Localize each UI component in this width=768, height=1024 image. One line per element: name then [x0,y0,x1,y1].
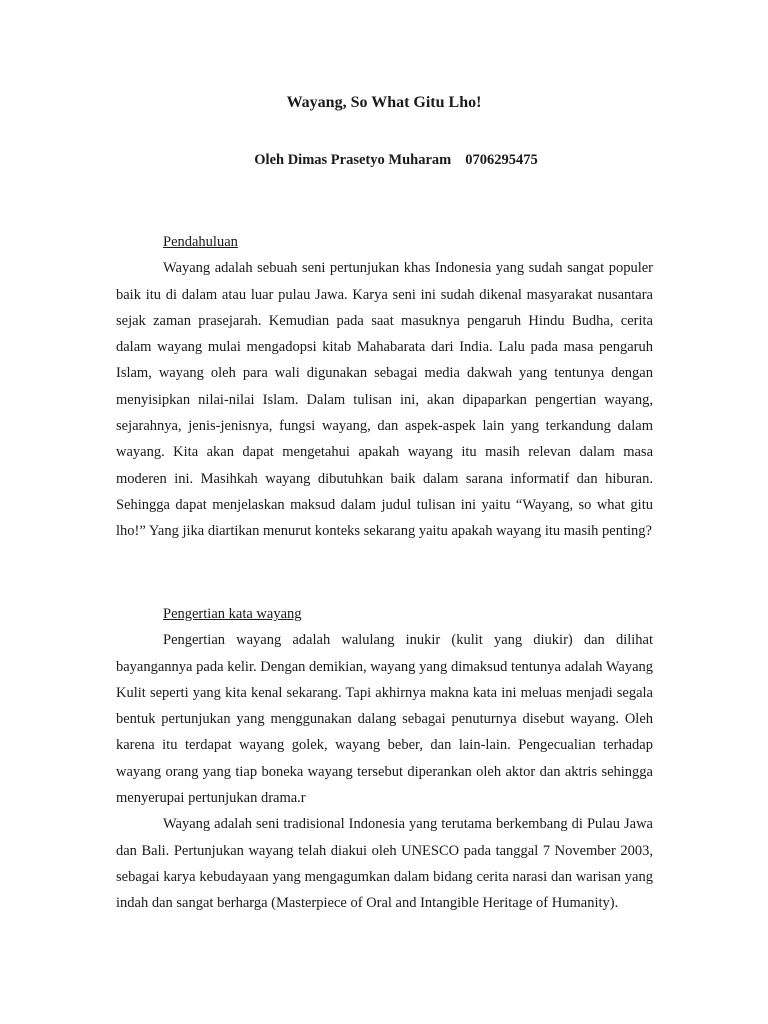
section-definition [116,601,653,917]
paragraph: Pengertian wayang adalah walulang inukir (kulit yang diukir) dan dilihat bayangannya pada kelir. Dengan demikian, wayang yang dimaksud tentunya adalah Wayang Kulit seperti yang kita kenal sekarang. Tapi akhirnya makna kata ini meluas menjadi segala bentuk pertunjukan yang menggunakan dalang sebagai penuturnya disebut wayang. Oleh karena itu terdapat wayang golek, wayang beber, dan lain-lain. Pengecualian terhadap wayang orang yang tiap boneka wayang tersebut diperankan oleh aktor dan aktris sehingga menyerupai pertunjukan drama.r [116,632,653,807]
author-student-id: 0706295475 [465,152,538,168]
author-byline [0,150,768,170]
document-title: Wayang, So What Gitu Lho! [286,94,482,111]
author-name: Oleh Dimas Prasetyo Muharam [254,152,452,168]
paragraph: Wayang adalah seni tradisional Indonesia yang terutama berkembang di Pulau Jawa dan Bali. Pertunjukan wayang telah diakui oleh UNESCO pada tanggal 7 November 2003, sebagai karya kebudayaan yang mengagumkan dalam bidang cerita narasi dan warisan yang indah dan sangat berharga (Masterpiece of Oral and Intangible Heritage of Humanity). [116,816,653,912]
section-introduction [116,229,653,545]
section-heading: Pendahuluan [163,234,238,250]
paragraph: Wayang adalah sebuah seni pertunjukan khas Indonesia yang sudah sangat populer baik itu di dalam atau luar pulau Jawa. Karya seni ini sudah dikenal masyarakat nusantara sejak zaman prasejarah. Kemudian pada saat masuknya pengaruh Hindu Budha, cerita dalam wayang mulai mengadopsi kitab Mahabarata dari India. Lalu pada masa pengaruh Islam, wayang oleh para wali digunakan sebagai media dakwah yang tentunya dengan menyisipkan nilai-nilai Islam. Dalam tulisan ini, akan dipaparkan pengertian wayang, sejarahnya, jenis-jenisnya, fungsi wayang, dan aspek-aspek lain yang terkandung dalam wayang. Kita akan dapat mengetahui apakah wayang itu masih relevan dalam masa moderen ini. Masihkah wayang dibutuhkan baik dalam sarana informatif dan hiburan. Sehingga dapat menjelaskan maksud dalam judul tulisan ini yaitu “Wayang, so what gitu lho!” Yang jika diartikan menurut konteks sekarang yaitu apakah wayang itu masih penting? [116,260,653,540]
section-heading: Pengertian kata wayang [163,606,302,622]
